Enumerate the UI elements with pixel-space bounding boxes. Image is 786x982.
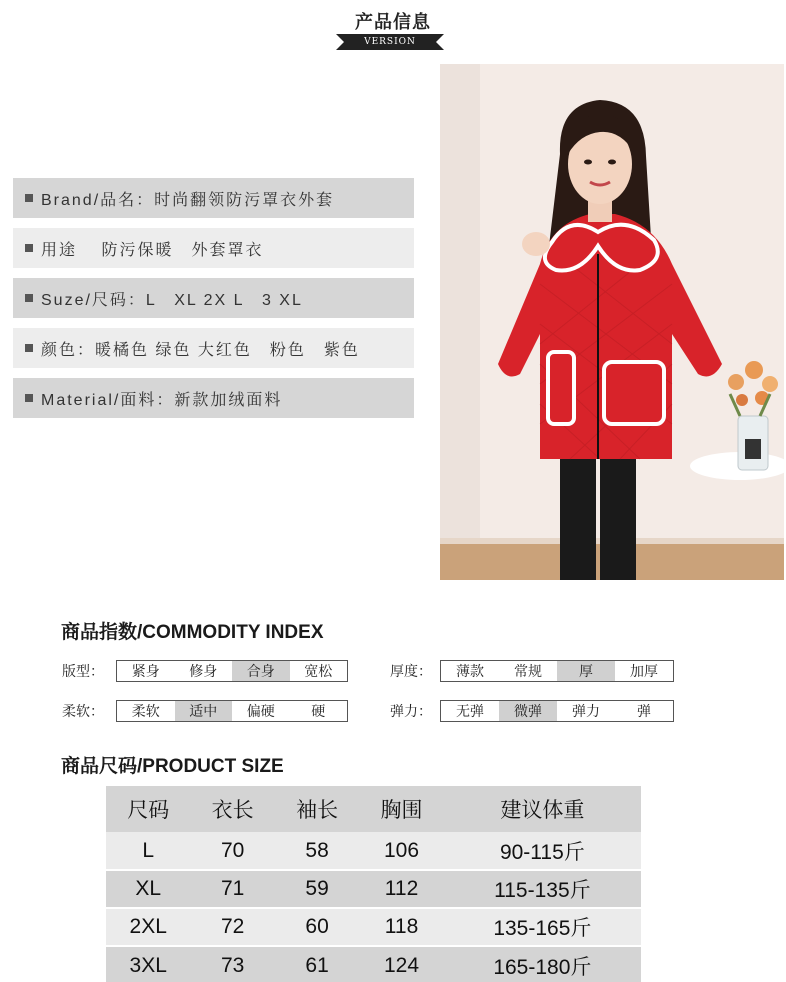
index-option: 薄款 [456, 663, 484, 679]
index-label-elasticity: 弹力： [390, 703, 432, 719]
index-option: 常规 [514, 663, 542, 679]
info-text: Material/面料：新款加绒面料 [41, 391, 283, 409]
index-option: 弹力 [572, 703, 600, 719]
table-cell: 60 [275, 908, 359, 946]
index-option: 加厚 [630, 663, 658, 679]
index-scale-thickness [440, 660, 674, 682]
table-cell: 59 [275, 870, 359, 908]
table-row [106, 946, 641, 982]
table-cell: 112 [359, 870, 443, 908]
bullet-icon [25, 194, 33, 202]
index-option: 偏硬 [246, 703, 275, 719]
info-row-material [13, 378, 414, 418]
column-header: 建议体重 [500, 799, 585, 822]
table-cell: L [142, 838, 155, 862]
table-row [106, 908, 641, 946]
table-cell: 135-165斤 [444, 908, 641, 946]
page-title: 产品信息 [355, 12, 431, 33]
info-text: 颜色：暖橘色 绿色 大红色 粉色 紫色 [41, 341, 360, 359]
table-cell: 70 [220, 838, 245, 862]
table-cell: XL [106, 870, 190, 908]
index-option: 修身 [189, 663, 218, 679]
index-label-fit: 版型： [62, 663, 104, 679]
commodity-index-title: 商品指数/COMMODITY INDEX [61, 622, 324, 643]
table-cell: 3XL [106, 946, 190, 982]
index-scale-softness [116, 700, 348, 722]
table-row [106, 870, 641, 908]
index-option-selected: 适中 [175, 701, 233, 721]
bullet-icon [25, 244, 33, 252]
info-text: 用途 防污保暖 外套罩衣 [41, 241, 264, 259]
info-text: Brand/品名：时尚翻领防污罩衣外套 [41, 191, 335, 209]
table-cell: 90-115斤 [499, 840, 585, 864]
table-cell: 73 [190, 946, 274, 982]
index-scale-fit [116, 660, 348, 682]
index-option-selected: 微弹 [499, 701, 557, 721]
info-text: Suze/尺码：L XL 2X L 3 XL [41, 291, 303, 309]
index-option: 无弹 [456, 703, 484, 719]
index-option-selected: 合身 [232, 661, 290, 681]
bullet-icon [25, 294, 33, 302]
column-header: 袖长 [296, 799, 339, 822]
column-header: 胸围 [380, 799, 423, 822]
index-option: 紧身 [131, 663, 160, 679]
bullet-icon [25, 394, 33, 402]
index-option: 柔软 [131, 703, 160, 719]
info-row-size [13, 278, 414, 318]
bullet-icon [25, 344, 33, 352]
info-row-brand [13, 178, 414, 218]
table-cell: 72 [190, 908, 274, 946]
index-option: 宽松 [304, 663, 333, 679]
product-photo [440, 64, 784, 580]
size-table [106, 786, 641, 982]
info-row-color [13, 328, 414, 368]
table-cell: 115-135斤 [444, 870, 641, 908]
table-cell: 71 [190, 870, 274, 908]
index-label-softness: 柔软： [62, 703, 104, 719]
column-header: 衣长 [211, 799, 254, 822]
table-cell: 118 [359, 908, 443, 946]
index-scale-elasticity [440, 700, 674, 722]
page-subtitle: VERSION [364, 37, 416, 47]
table-cell: 165-180斤 [444, 946, 641, 982]
table-row [106, 832, 641, 870]
info-row-usage [13, 228, 414, 268]
index-option: 弹 [637, 703, 651, 719]
table-cell: 124 [359, 946, 443, 982]
index-option-selected: 厚 [557, 661, 615, 681]
column-header: 尺码 [127, 799, 170, 822]
table-header-row [106, 786, 641, 832]
index-option: 硬 [311, 703, 326, 719]
index-label-thickness: 厚度： [390, 663, 432, 679]
table-cell: 2XL [106, 908, 190, 946]
product-size-title: 商品尺码/PRODUCT SIZE [61, 756, 284, 777]
table-cell: 106 [384, 838, 420, 862]
table-cell: 61 [275, 946, 359, 982]
table-cell: 58 [305, 838, 329, 862]
